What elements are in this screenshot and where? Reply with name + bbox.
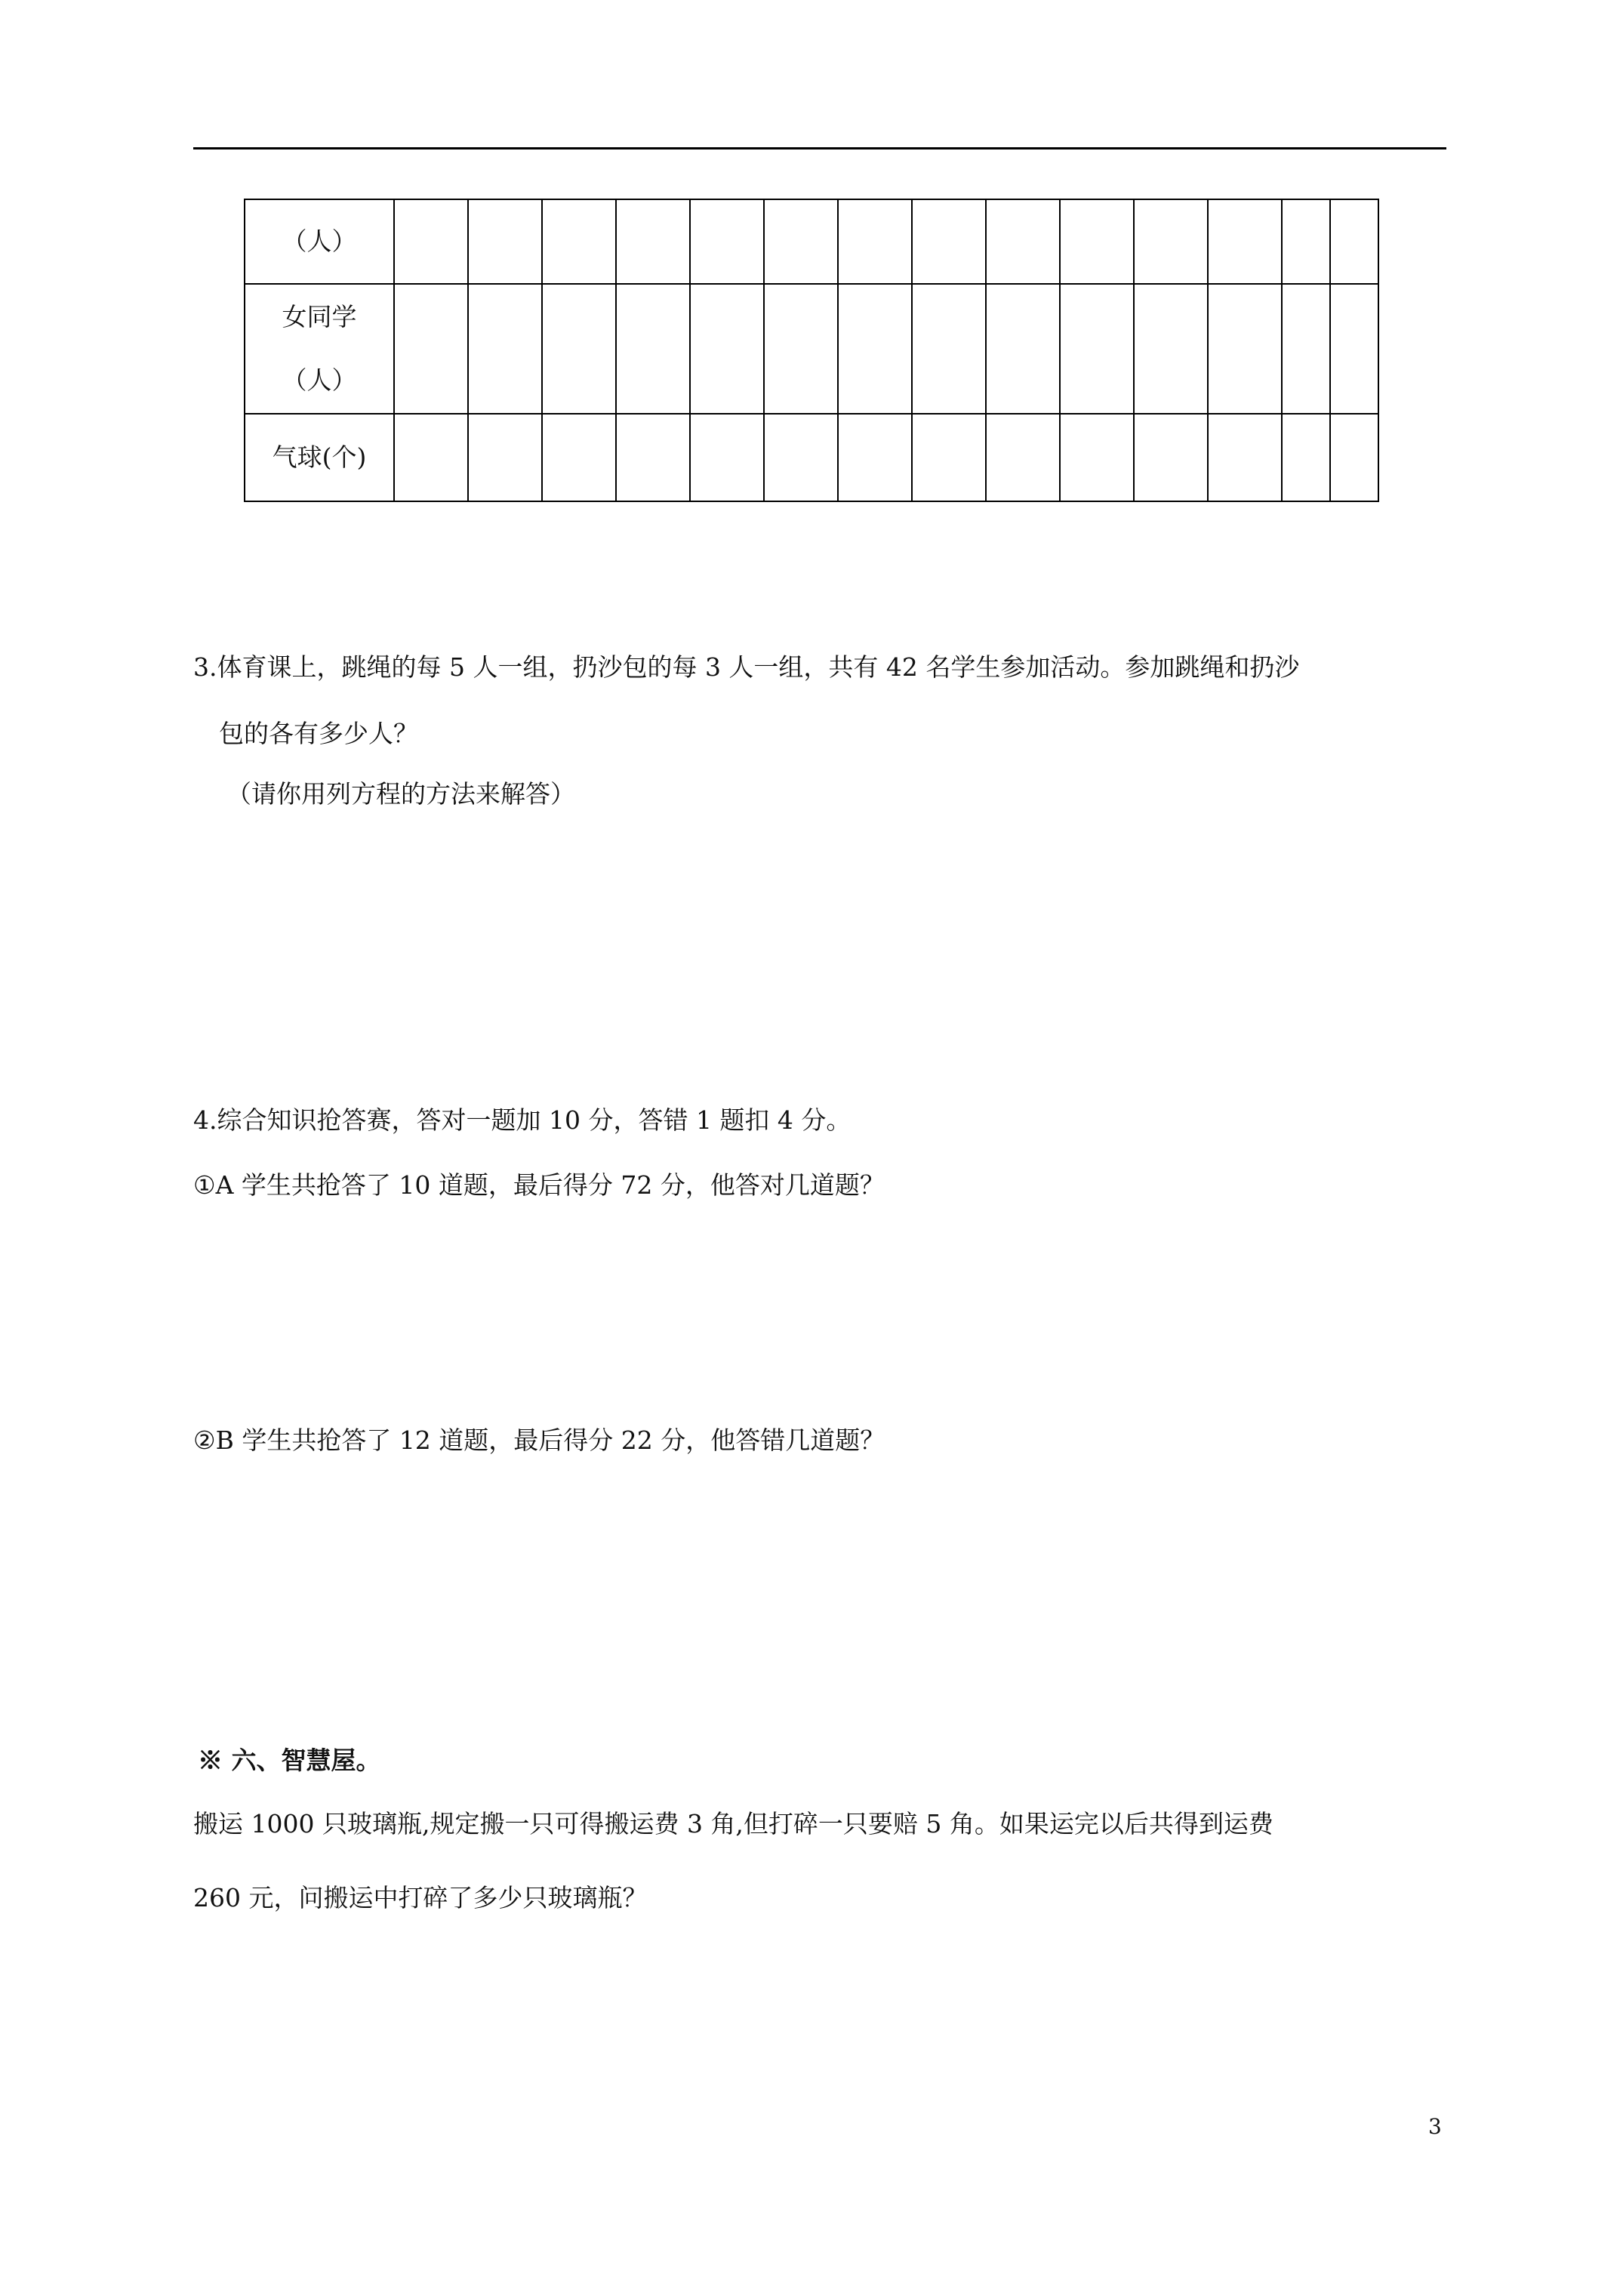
table-cell [616,414,690,501]
table-cell [690,284,764,414]
table-cell [468,199,542,284]
table-cell [838,284,912,414]
row-label [245,284,394,414]
table-cell [1208,284,1282,414]
table-cell [764,414,838,501]
table-cell [764,199,838,284]
table-cell [912,414,986,501]
table-cell [986,414,1060,501]
table-cell [1208,414,1282,501]
table-cell [1060,199,1134,284]
table-cell [690,414,764,501]
table-cell [468,284,542,414]
table-cell [1282,199,1330,284]
table-cell [1330,284,1378,414]
table-cell [764,284,838,414]
section-6-line-1: 搬运 1000 只玻璃瓶,规定搬一只可得搬运费 3 角,但打碎一只要赔 5 角。如果运完以后共得到运费 [193,1809,1273,1838]
page-number: 3 [1428,2114,1442,2139]
row-label [245,199,394,284]
table-cell [838,414,912,501]
table-row [245,199,1378,284]
question-3-line-1: 3.体育课上，跳绳的每 5 人一组，扔沙包的每 3 人一组，共有 42 名学生参加活动。参加跳绳和扔沙 [193,652,1300,682]
row-label-line: 女同学 [282,302,357,331]
table-cell [468,414,542,501]
section-6-line-2: 260 元，问搬运中打碎了多少只玻璃瓶？ [193,1883,648,1912]
row-label-line: （人） [282,365,357,395]
table-cell [542,414,616,501]
question-4-intro: 4.综合知识抢答赛，答对一题加 10 分，答错 1 题扣 4 分。 [193,1105,852,1135]
table-cell [838,199,912,284]
question-4-part-1: ①A 学生共抢答了 10 道题，最后得分 72 分，他答对几道题？ [193,1170,885,1200]
header-rule [193,147,1446,149]
table-cell [394,199,468,284]
question-3-note: （请你用列方程的方法来解答） [226,779,575,809]
section-6-title: ※ 六、智慧屋。 [198,1746,381,1775]
table-cell [616,284,690,414]
table-row [245,414,1378,501]
table-cell [1060,284,1134,414]
table-cell [394,414,468,501]
table-cell [542,284,616,414]
table-cell [1282,414,1330,501]
table-cell [1208,199,1282,284]
question-4-part-2: ②B 学生共抢答了 12 道题，最后得分 22 分，他答错几道题？ [193,1425,885,1455]
row-label-line: （人） [282,226,357,256]
table-cell [1330,199,1378,284]
data-table [244,199,1379,502]
table-cell [912,284,986,414]
row-label [245,414,394,501]
question-3-line-2: 包的各有多少人？ [219,719,418,748]
table-cell [1330,414,1378,501]
table-cell [1134,284,1208,414]
table-row [245,284,1378,414]
table-cell [1134,199,1208,284]
table-cell [616,199,690,284]
table-cell [912,199,986,284]
row-label-line: 气球(个) [272,442,367,472]
table-cell [986,284,1060,414]
table-cell [394,284,468,414]
table-cell [1282,284,1330,414]
table-cell [1060,414,1134,501]
table-cell [1134,414,1208,501]
table-cell [542,199,616,284]
table-cell [986,199,1060,284]
table-cell [690,199,764,284]
